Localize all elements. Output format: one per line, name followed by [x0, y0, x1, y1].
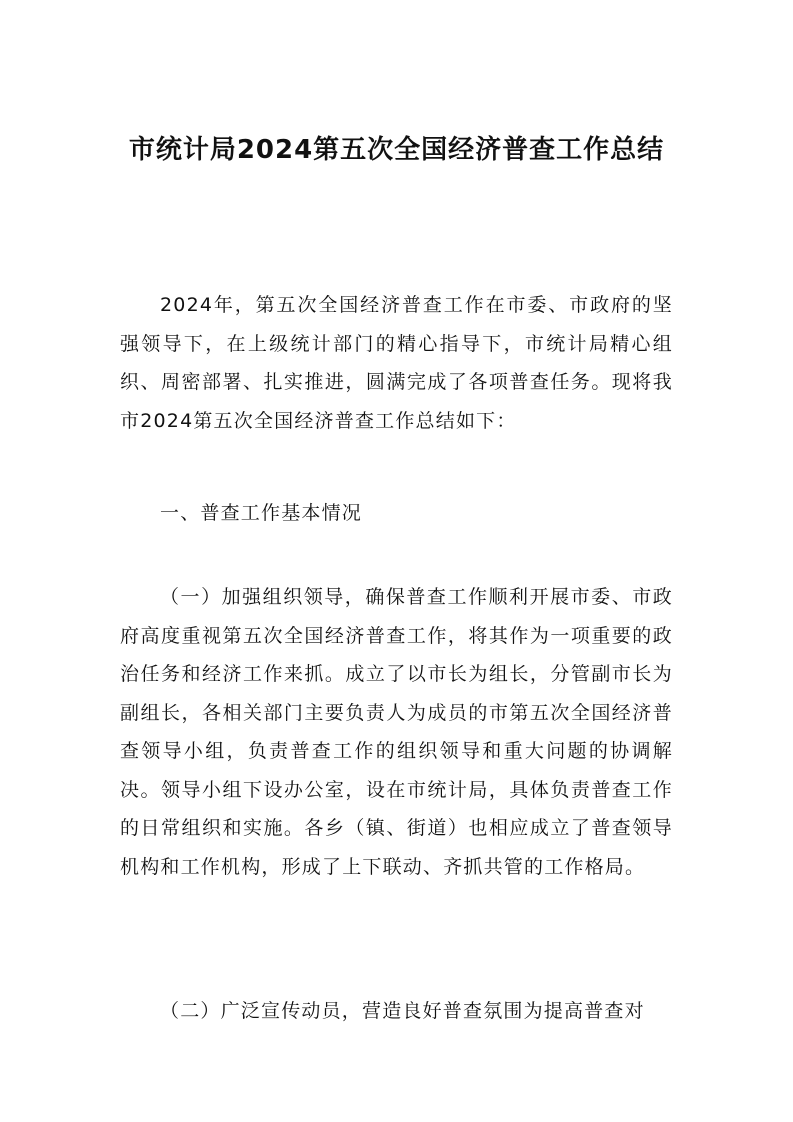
paragraph-publicity: （二）广泛宣传动员，营造良好普查氛围为提高普查对 [160, 1000, 645, 1022]
section-heading-1: 一、普查工作基本情况 [160, 502, 363, 524]
paragraph-organization: （一）加强组织领导，确保普查工作顺利开展市委、市政府高度重视第五次全国经济普查工作，将其作为一项重要的政治任务和经济工作来抓。成立了以市长为组长，分管副市长为副组长，各相关部门主要负责人为成员的市第五次全国经济普查领导小组，负责普查工作的组织领导和重大问题的协调解决。领导小组下设办公室，设在市统计局，具体负责普查工作的日常组织和实施。各乡（镇、街道）也相应成立了普查领导机构和工作机构，形成了上下联动、齐抓共管的工作格局。 [120, 586, 673, 878]
document-title: 市统计局2024第五次全国经济普查工作总结 [128, 135, 665, 165]
paragraph-intro: 2024年，第五次全国经济普查工作在市委、市政府的坚强领导下，在上级统计部门的精心指导下，市统计局精心组织、周密部署、扎实推进，圆满完成了各项普查任务。现将我市2024第五次全国经济普查工作总结如下： [120, 294, 673, 432]
